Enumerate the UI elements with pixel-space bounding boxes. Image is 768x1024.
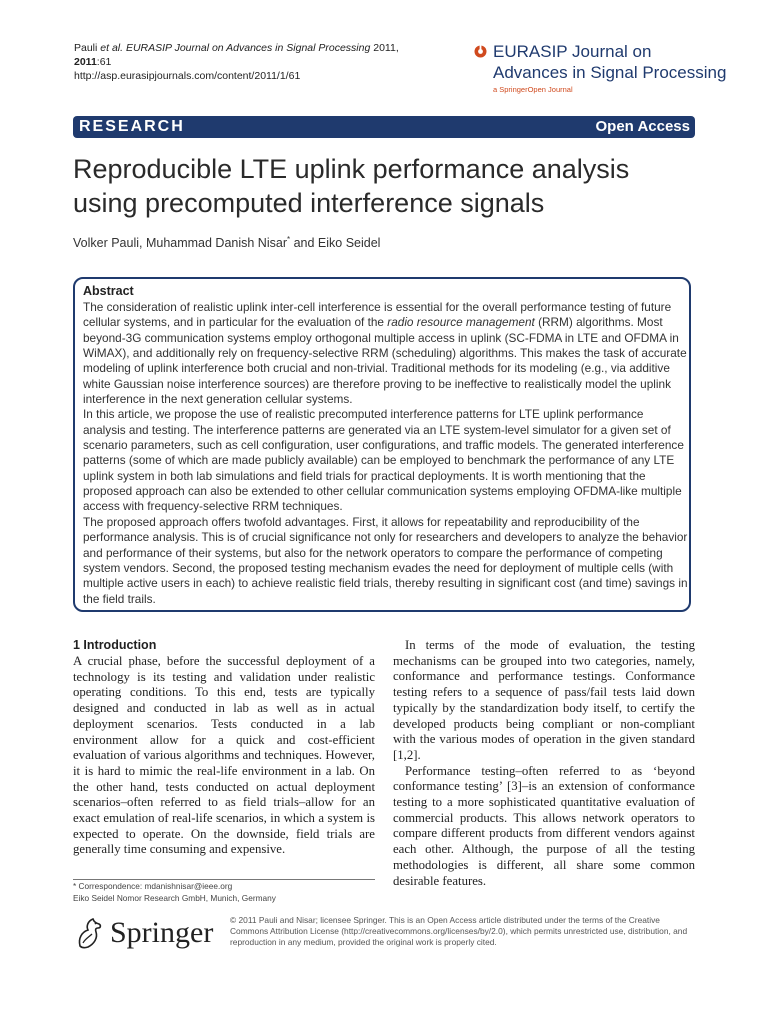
journal-tagline: a SpringerOpen Journal: [493, 85, 573, 94]
footnote: [73, 881, 383, 904]
title-line2: using precomputed interference signals: [73, 188, 545, 218]
title-line1: Reproducible LTE uplink performance analysis: [73, 154, 630, 184]
body-column-left: [73, 638, 375, 858]
abstract-box: [73, 277, 691, 612]
journal-name-line2: Advances in Signal Processing: [493, 63, 727, 82]
article-title: [73, 152, 703, 220]
springeropen-icon: [474, 45, 487, 58]
abstract-text: The consideration of realistic uplink inter-cell interference is essential for the overall performance testing of future cellular systems, and in particular for the evaluation of the: [83, 300, 672, 330]
body-paragraph: In terms of the mode of evaluation, the testing mechanisms can be grouped into two categories, namely, conformance and performance testings. Conformance testing refers to a sequence of pass/fail tests laid down typically by the standardization body itself, to certify the developed products being compliant or non-compliant with the various modes of operation in the given standard [1,2].: [393, 638, 695, 762]
citation-article: :61: [96, 56, 112, 68]
abstract-heading: Abstract: [83, 284, 134, 298]
citation-block: [74, 41, 434, 83]
affiliation-note: Eiko Seidel Nomor Research GmbH, Munich, Germany: [73, 892, 276, 903]
citation-year: 2011,: [373, 42, 399, 54]
authors-secondary: and Eiko Seidel: [290, 236, 381, 251]
citation-journal: EURASIP Journal on Advances in Signal Processing: [125, 42, 371, 54]
abstract-paragraph: In this article, we propose the use of realistic precomputed interference patterns for LTE uplink performance analysis and testing. The interference patterns are generated via an LTE system-level simulator for a given set of scenario parameters, such as cell configuration, user configurations, and traffic models. The generated interference patterns (some of which are made publicly available) can be employed to benchmark the performance of any LTE uplink system in both lab simulations and field trials for practical deployments. It is worth mentioning that the proposed approach can also be extended to other cellular communication systems employing OFDMA-like multiple access with frequency-selective RRM techniques.: [83, 407, 684, 514]
footnote-divider: [73, 879, 375, 880]
authors-primary: Volker Pauli, Muhammad Danish Nisar: [73, 236, 287, 251]
publisher-name: Springer: [110, 916, 214, 949]
corresponding-mark: *: [286, 235, 291, 244]
citation-url[interactable]: http://asp.eurasipjournals.com/content/2011/1/61: [74, 70, 301, 82]
body-paragraph: A crucial phase, before the successful deployment of a technology is its testing and validation under realistic operating conditions. To this end, tests are typically designed and conducted in lab as well as in actual deployment scenarios. Tests conducted in a lab environment allow for a quick and cost-efficient evaluation of various algorithms and techniques. However, it is hard to mimic the real-life environment in a lab. On the other hand, tests conducted on actual deployment scenarios–often referred to as field trials–allow for an exact emulation of real-life scenarios, in which a system is expected to operate. On the downside, field trials are generally time consuming and expensive.: [73, 654, 375, 857]
article-type-bar: [73, 116, 695, 138]
correspondence-note: * Correspondence: mdanishnisar@ieee.org: [73, 881, 233, 891]
citation-author: Pauli: [74, 42, 98, 54]
article-type-label: RESEARCH: [79, 118, 185, 135]
author-list: [73, 232, 703, 251]
body-column-right: [393, 638, 695, 889]
journal-name-line1: EURASIP Journal on: [493, 42, 652, 61]
abstract-paragraph: [83, 300, 689, 407]
body-paragraph: Performance testing–often referred to as ‘beyond conformance testing’ [3]–is an extension of conformance testing to a more sophisticated quantitative evaluation of commercial products. This allows network operators to compare different products from different vendors against each other. Although, the purpose of all the testing methodologies is different, all share some common desirable features.: [393, 763, 695, 888]
abstract-body: [83, 300, 689, 607]
open-access-label: Open Access: [595, 118, 690, 135]
citation-etal: et al.: [100, 42, 124, 54]
abstract-text: (RRM) algorithms. Most beyond-3G communication systems employ orthogonal multiple access in uplink (SC-FDMA in LTE and OFDMA in WiMAX), and additionally rely on frequency-selective RRM (scheduling) algorithms. This makes the task of accurate modeling of uplink interference both crucial and non-trivial. Traditional methods for its modeling (e.g., via additive white Gaussian noise interference sources) are therefore proving to be ineffective to realistically model the uplink interference in the next generation cellular systems.: [83, 315, 687, 407]
citation-volume: 2011: [74, 56, 97, 68]
section-heading: 1 Introduction: [73, 638, 157, 652]
abstract-italic-term: radio resource management: [387, 315, 535, 330]
abstract-paragraph: The proposed approach offers twofold advantages. First, it allows for repeatability and reproducibility of the performance analysis. This is of crucial significance not only for researchers and developers to analyze the behavior and performance of their systems, but also for the network operators to compare the performance of competing system vendors. Second, the proposed testing mechanism evades the need for deployment of multiple cells (with multiple active users in each) to achieve realistic field trials, thereby resulting in significant cost (and time) savings in the field trails.: [83, 514, 688, 606]
citation-line: [74, 41, 434, 69]
springer-logo: [74, 914, 224, 954]
springer-horse-icon: [74, 916, 104, 950]
license-text: © 2011 Pauli and Nisar; licensee Springer. This is an Open Access article distributed under the terms of the Creative Commons Attribution License (http://creativecommons.org/licenses/by/2.0), which permits unrestricted use, distribution, and reproduction in any medium, provided the original work is properly cited.: [230, 915, 688, 947]
